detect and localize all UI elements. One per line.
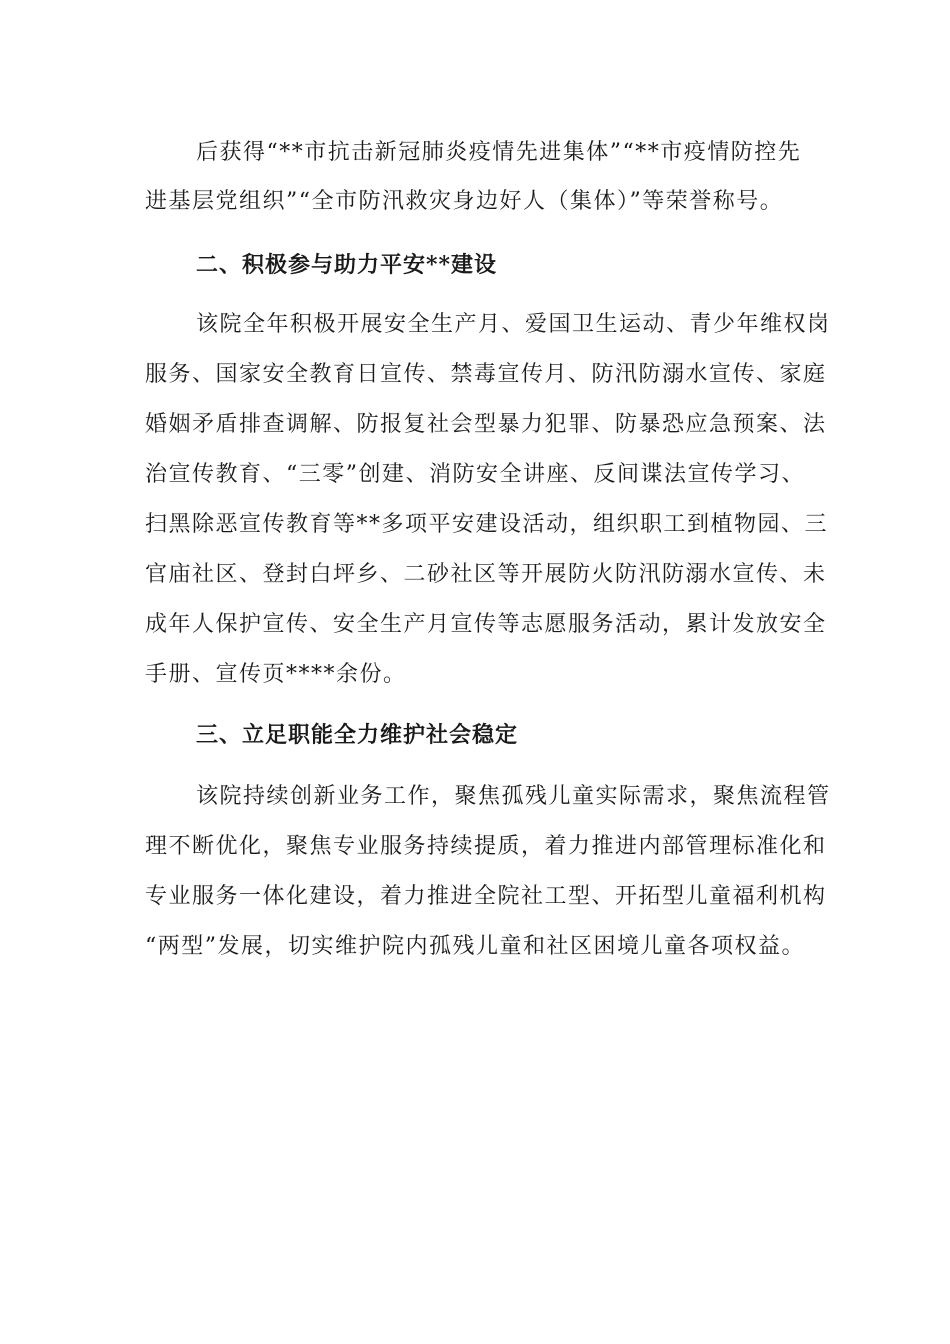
text-line: 手册、宣传页****余份。 bbox=[145, 662, 407, 687]
text-line: 该院持续创新业务工作，聚焦孤残儿童实际需求，聚焦流程管 bbox=[196, 784, 831, 809]
text-line: 理不断优化，聚焦专业服务持续提质，着力推进内部管理标准化和 bbox=[145, 834, 827, 859]
text-line: 婚姻矛盾排查调解、防报复社会型暴力犯罪、防暴恐应急预案、法 bbox=[145, 412, 827, 437]
text-line: “两型”发展，切实维护院内孤残儿童和社区困境儿童各项权益。 bbox=[145, 934, 805, 959]
text-line: 专业服务一体化建设，着力推进全院社工型、开拓型儿童福利机构 bbox=[145, 884, 827, 909]
text-line: 进基层党组织”“全市防汛救灾身边好人（集体）”等荣誉称号。 bbox=[145, 189, 784, 214]
text-line: 成年人保护宣传、安全生产月宣传等志愿服务活动，累计发放安全 bbox=[145, 612, 827, 637]
text-line: 后获得“**市抗击新冠肺炎疫情先进集体”“**市疫情防控先 bbox=[196, 140, 802, 165]
text-line: 扫黑除恶宣传教育等**多项平安建设活动，组织职工到植物园、三 bbox=[145, 512, 829, 537]
text-line: 官庙社区、登封白坪乡、二砂社区等开展防火防汛防溺水宣传、未 bbox=[145, 562, 827, 587]
section-heading-3: 三、立足职能全力维护社会稳定 bbox=[196, 722, 519, 748]
text-line: 治宣传教育、“三零”创建、消防安全讲座、反间谍法宣传学习、 bbox=[145, 462, 805, 487]
section-heading-2: 二、积极参与助力平安**建设 bbox=[196, 252, 498, 278]
text-line: 该院全年积极开展安全生产月、爱国卫生运动、青少年维权岗 bbox=[196, 312, 831, 337]
text-line: 服务、国家安全教育日宣传、禁毒宣传月、防汛防溺水宣传、家庭 bbox=[145, 362, 827, 387]
